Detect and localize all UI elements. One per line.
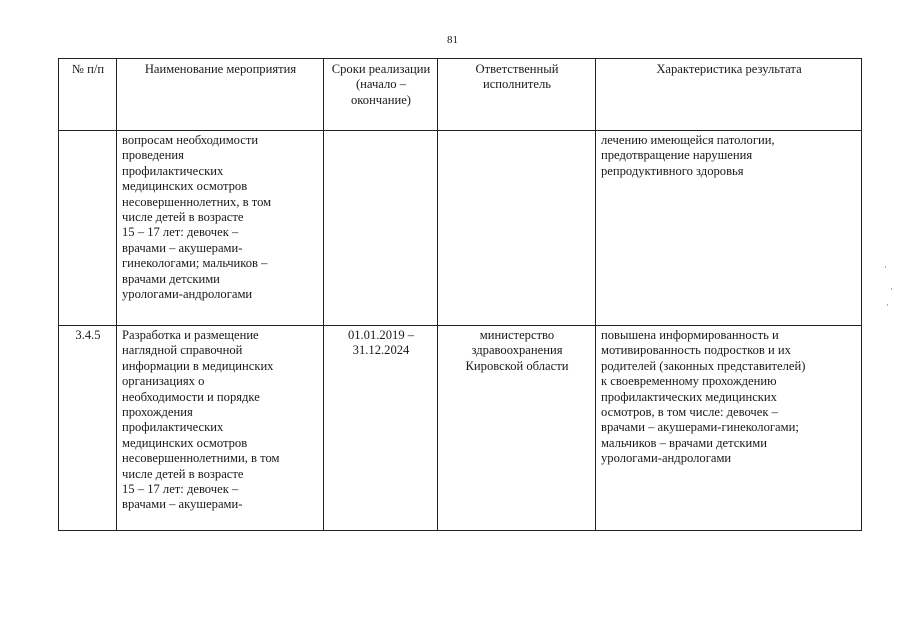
measures-table: [58, 58, 862, 531]
header-measure-name: Наименование мероприятия: [117, 59, 324, 131]
text-line: несовершеннолетними, в том: [122, 451, 280, 466]
text-line: несовершеннолетних, в том: [122, 194, 272, 209]
page-number: 81: [447, 34, 458, 46]
text-line: врачами – акушерами-: [122, 240, 243, 255]
cell-number: [59, 131, 117, 326]
text-line: профилактических: [122, 420, 224, 435]
text-line: мотивированность подростков и их: [601, 343, 791, 358]
scan-speck: ·: [886, 300, 889, 310]
header-responsible: Ответственный исполнитель: [438, 59, 596, 131]
cell-measure-name: [117, 131, 324, 326]
text-line: 15 – 17 лет: девочек –: [122, 482, 239, 497]
cell-deadlines: 01.01.2019 – 31.12.2024: [324, 326, 438, 531]
text-line: осмотров, в том числе: девочек –: [601, 405, 778, 420]
text-line: профилактических: [122, 163, 224, 178]
cell-responsible: [438, 131, 596, 326]
text-line: вопросам необходимости: [122, 133, 259, 147]
text-line: 15 – 17 лет: девочек –: [122, 225, 239, 240]
text-line: прохождения: [122, 405, 193, 420]
text-line: наглядной справочной: [122, 343, 243, 358]
text-line: к своевременному прохождению: [601, 374, 777, 389]
cell-result: [596, 131, 862, 326]
text-line: урологами-андрологами: [122, 287, 253, 302]
text-line: медицинских осмотров: [122, 435, 248, 450]
table-header-row: [59, 59, 862, 131]
cell-deadlines: [324, 131, 438, 326]
text-line: родителей (законных представителей): [601, 358, 806, 373]
text-line: предотвращение нарушения: [601, 148, 753, 163]
cell-measure-name: [117, 326, 324, 531]
text-line: врачами – акушерами-гинекологами;: [601, 420, 799, 435]
scan-speck: ·: [884, 262, 887, 272]
text-line: информации в медицинских: [122, 358, 274, 373]
text-line: проведения: [122, 148, 184, 163]
text-line: числе детей в возрасте: [122, 466, 244, 481]
cell-number: 3.4.5: [59, 326, 117, 531]
text-line: организациях о: [122, 374, 205, 389]
text-line: Разработка и размещение: [122, 328, 259, 342]
text-line: врачами детскими: [122, 271, 220, 286]
header-number: № п/п: [59, 59, 117, 131]
cell-responsible: министерство здравоохранения Кировской области: [438, 326, 596, 531]
text-line: профилактических медицинских: [601, 389, 777, 404]
text-line: репродуктивного здоровья: [601, 163, 744, 178]
table-row: [59, 131, 862, 326]
text-line: числе детей в возрасте: [122, 210, 244, 225]
text-line: гинекологами; мальчиков –: [122, 256, 268, 271]
text-line: врачами – акушерами-: [122, 497, 243, 512]
text-line: необходимости и порядке: [122, 389, 260, 404]
header-result: Характеристика результата: [596, 59, 862, 131]
table-row: [59, 326, 862, 531]
text-line: медицинских осмотров: [122, 179, 248, 194]
text-line: повышена информированность и: [601, 328, 779, 342]
text-line: лечению имеющейся патологии,: [601, 133, 775, 147]
header-deadlines: Сроки реализации (начало – окончание): [324, 59, 438, 131]
text-line: урологами-андрологами: [601, 451, 732, 466]
text-line: мальчиков – врачами детскими: [601, 435, 767, 450]
cell-result: [596, 326, 862, 531]
scan-speck: ·: [890, 284, 893, 294]
